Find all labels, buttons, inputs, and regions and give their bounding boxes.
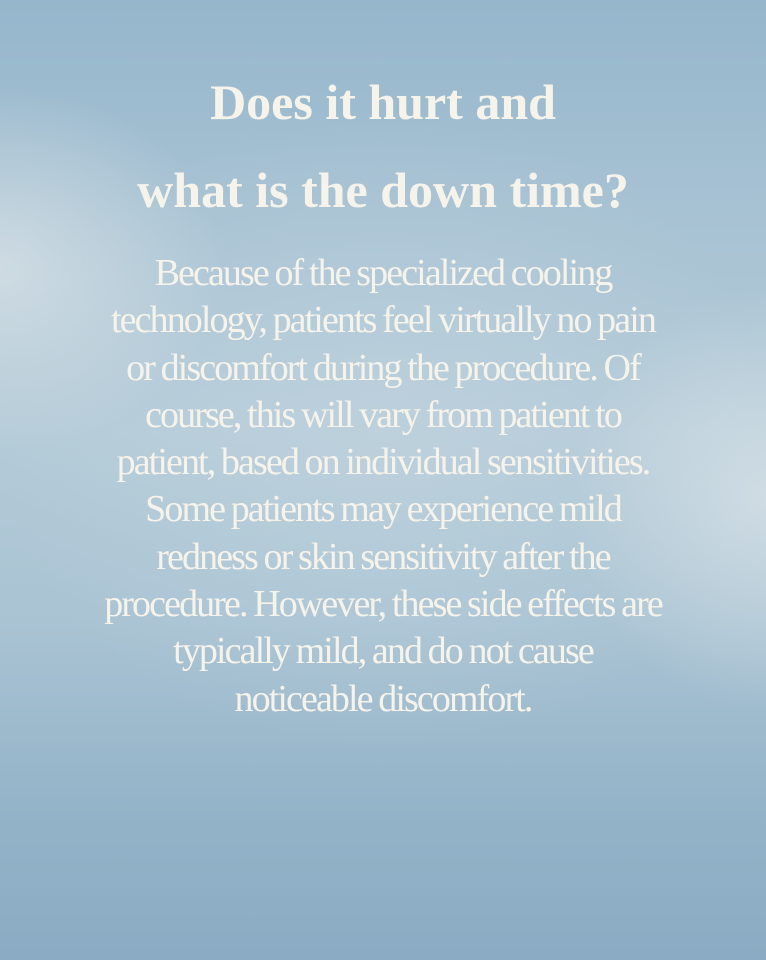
answer-line-5: patient, based on individual sensitivities.	[116, 441, 650, 484]
answer-line-10: noticeable discomfort.	[234, 677, 532, 720]
answer-line-3: or discomfort during the procedure. Of	[126, 346, 640, 389]
heading-line-1: Does it hurt and	[210, 74, 556, 130]
answer-line-6: Some patients may experience mild	[145, 488, 621, 531]
heading-line-2: what is the down time?	[137, 162, 629, 218]
faq-question-heading	[0, 58, 766, 234]
answer-line-1: Because of the specialized cooling	[154, 252, 612, 294]
faq-answer-paragraph	[30, 250, 736, 723]
answer-line-2: technology, patients feel virtually no pain	[111, 299, 655, 342]
answer-line-9: typically mild, and do not cause	[173, 630, 593, 673]
answer-line-4: course, this will vary from patient to	[145, 393, 621, 436]
answer-line-8: procedure. However, these side effects are	[104, 583, 662, 626]
answer-line-7: redness or skin sensitivity after the	[156, 535, 610, 578]
